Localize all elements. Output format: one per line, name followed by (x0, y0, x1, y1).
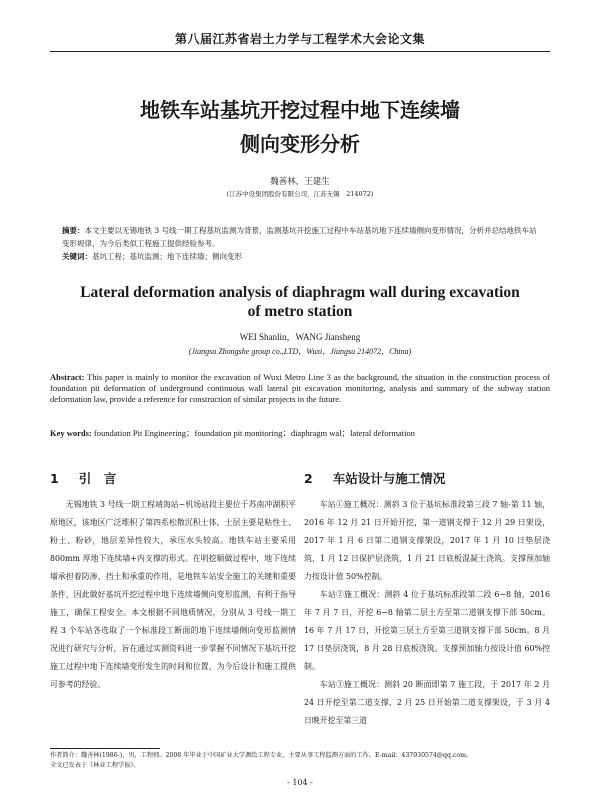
section-2-number: 2 (304, 471, 313, 486)
abstract-chinese-label: 摘要： (62, 226, 85, 235)
abstract-english-label: Abstract: (50, 372, 85, 382)
authors-chinese: 魏善林，王建生 (270, 177, 330, 187)
footnote (50, 751, 550, 771)
section-2-paragraph-1: 车站①施工概况：测斜 3 位于基坑标准段第三段 7 轴-第 11 轴，2016 年 12 月 21 日开始开挖，第一道钢支撑于 12 月 29 日架设，2017 年 1 月 6 日第二道钢支撑架设，2017 年 1 月 10 日垫层浇筑，1 月 12 日保护层浇筑，1 月 21 日底板混凝土浇筑。支撑预加轴力按设计值 50%控制。 (304, 500, 550, 581)
right-column (304, 496, 550, 730)
section-2-title: 车站设计与施工情况 (332, 471, 446, 486)
title-english (0, 283, 600, 321)
section-1-heading (50, 469, 116, 487)
keywords-english-label: Key words: (50, 428, 92, 438)
keywords-chinese-text: 基坑工程；基坑监测；地下连续墙；侧向变形 (92, 252, 242, 261)
authors-english: WEI Shanlin，WANG Jiansheng (239, 332, 361, 342)
affiliation-chinese: (江苏中设集团股份有限公司，江苏无锡 214072) (226, 190, 374, 198)
page-number: - 104 - (287, 778, 313, 787)
section-1-title: 引 言 (78, 471, 117, 486)
footnote-publication-note: 全文已发表于《林业工程学报》。 (50, 762, 140, 769)
title-chinese-line-1: 地铁车站基坑开挖过程中地下连续墙 (140, 98, 460, 122)
abstract-chinese-text: 本文主要以无锡地铁 3 号线一期工程基坑监测为背景，监测基坑开挖施工过程中车站基坑地下连续墙侧向变形情况，分析并总结地铁车站变形规律，为今后类似工程施工提供经验参考。 (62, 226, 537, 248)
footnote-author-bio: 作者简介：魏善林(1986-)，男，工程师。2008 年毕业于中国矿业大学测绘工程专业，主要从事工程监测方面的工作。E-mail：437930574@qq.com。 (50, 752, 473, 759)
section-2-paragraph-2: 车站②施工概况：测斜 4 位于基坑标准段第二段 6~8 轴，2016 年 7 月 7 日，开挖 6~8 轴第二层土方至第二道钢支撑下部 50cm。16 年 7 月 17 日，开挖第三层土方至第三道钢支撑下部 50cm。8 月 17 日垫层浇筑，8 月 28 日底板浇筑。支撑预加轴力按设计值 60%控制。 (304, 590, 550, 671)
abstract-english-text: This paper is mainly to monitor the excavation of Wuxi Metro Line 3 as the background, the situation in the construction process of foundation pit deformation of underground continuous wall lateral pit excavation monitoring, analysis and summary of the subway station deformation law, provide a reference for construction of similar projects in the future. (50, 372, 550, 405)
title-chinese-line-2: 侧向变形分析 (240, 132, 360, 156)
abstract-english (50, 372, 550, 406)
keywords-chinese (62, 251, 538, 262)
section-1-number: 1 (50, 471, 59, 486)
section-2-heading (304, 469, 445, 487)
title-english-line-2: of metro station (247, 303, 353, 320)
affiliation-english: (Jiangsu Zhongshe group co.,LTD，Wuxi，Jiangsu 214072，China) (188, 347, 412, 356)
footnote-rule (50, 748, 160, 749)
section-1-paragraph: 无锡地铁 3 号线一期工程靖海站~机场站段主要位于苏南冲湖积平原地区，该地区广泛堆积了第四系松散沉积土体，土层主要是粘性土、粉土、粉砂，地层差异性较大，承压水头较高。地铁车站主要采用 800mm 厚地下连续墙+内支撑的形式。在明挖顺做过程中，地下连续墙承担着防渗、挡土和承重的作用，是地铁车站安全施工的关键和重要条件，因此做好基坑开挖过程中地下连续墙侧向变形监测，有利于指导施工，确保工程安全。本文根据不同地质情况，分别从 3 号线一期工程 3 个车站各选取了一个标准段工断面的地下连续墙侧向变形监测情况进行研究与分析，旨在通过实测资料进一步掌握不同情况下基坑开挖施工过程中地下连续墙变形发生的时间和位置，为今后设计和施工提供可参考的经验。 (50, 500, 296, 689)
running-head: 第八届江苏省岩土力学与工程学术大会论文集 (174, 32, 425, 46)
left-column (50, 496, 296, 694)
section-2-paragraph-3: 车站③施工概况：测斜 20 断面即第 7 施工段，于 2017 年 2 月 24 日开挖至第二道支撑，2 月 25 日开始第二道支撑架设，于 3 月 4 日晚开挖至第三道 (304, 680, 550, 725)
abstract-chinese (62, 224, 538, 250)
keywords-chinese-label: 关键词： (62, 252, 92, 261)
title-english-line-1: Lateral deformation analysis of diaphragm wall during excavation (80, 284, 520, 301)
header-rule (50, 51, 550, 52)
keywords-english (50, 427, 550, 439)
title-chinese (0, 93, 600, 161)
keywords-english-text: foundation Pit Engineering；foundation pit monitoring；diaphragm wal；lateral deformation (91, 428, 415, 438)
